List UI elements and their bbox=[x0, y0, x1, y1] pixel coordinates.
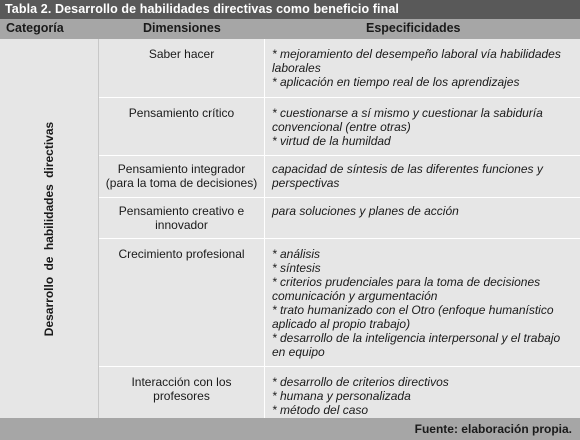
dimension-cell bbox=[99, 156, 265, 197]
dimension-text: Pensamiento creativo e innovador bbox=[118, 204, 245, 232]
specificities-cell bbox=[272, 47, 572, 89]
specificity-item: * aplicación en tiempo real de los aprendizajes bbox=[272, 75, 520, 89]
table-body bbox=[0, 39, 580, 418]
header-dimensiones: Dimensiones bbox=[143, 21, 221, 35]
dimension-text: Pensamiento integrador (para la toma de decisiones) bbox=[105, 162, 258, 190]
footer-bar bbox=[0, 418, 580, 440]
header-row bbox=[0, 19, 580, 39]
specificities-cell bbox=[272, 162, 572, 190]
header-especificidades: Especificidades bbox=[366, 21, 461, 35]
dimension-cell bbox=[99, 367, 265, 418]
table-title: Tabla 2. Desarrollo de habilidades directivas como beneficio final bbox=[5, 2, 399, 16]
title-bar bbox=[0, 0, 580, 19]
header-categoria: Categoría bbox=[6, 21, 64, 35]
specificity-item: * criterios prudenciales para la toma de decisiones comunicación y argumentación bbox=[272, 275, 541, 303]
source-note: Fuente: elaboración propia. bbox=[414, 422, 572, 436]
specificity-item: * desarrollo de la inteligencia interpersonal y el trabajo en equipo bbox=[272, 331, 561, 359]
specificity-item: * síntesis bbox=[272, 261, 321, 275]
table-row bbox=[99, 367, 580, 418]
specificities-cell bbox=[272, 375, 572, 417]
dimension-cell bbox=[99, 39, 265, 97]
specificity-item: para soluciones y planes de acción bbox=[272, 204, 459, 218]
specificity-item: * mejoramiento del desempeño laboral vía habilidades laborales bbox=[272, 47, 561, 75]
specificity-item: * humana y personalizada bbox=[272, 389, 411, 403]
dimension-text: Interacción con los profesores bbox=[131, 375, 232, 403]
specificities-cell bbox=[272, 247, 572, 359]
table-row bbox=[99, 198, 580, 239]
table-row bbox=[99, 39, 580, 98]
specificity-item: capacidad de síntesis de las diferentes funciones y perspectivas bbox=[272, 162, 543, 190]
table-row bbox=[99, 156, 580, 198]
specificity-item: * método del caso bbox=[272, 403, 369, 417]
specificity-item: * desarrollo de criterios directivos bbox=[272, 375, 449, 389]
category-label: Desarrollo de habilidades directivas bbox=[42, 121, 56, 337]
dimension-text: Crecimiento profesional bbox=[118, 247, 245, 261]
dimension-cell bbox=[99, 98, 265, 155]
table-row bbox=[99, 239, 580, 367]
specificity-item: * cuestionarse a sí mismo y cuestionar la sabiduría convencional (entre otras) bbox=[272, 106, 543, 134]
specificity-item: * trato humanizado con el Otro (enfoque humanístico aplicado al propio trabajo) bbox=[272, 303, 554, 331]
table-row bbox=[99, 98, 580, 156]
dimension-cell bbox=[99, 198, 265, 238]
specificity-item: * virtud de la humildad bbox=[272, 134, 391, 148]
specificity-item: * análisis bbox=[272, 247, 321, 261]
specificities-cell bbox=[272, 106, 572, 148]
dimension-text: Saber hacer bbox=[148, 47, 215, 61]
specificities-cell bbox=[272, 204, 572, 218]
dimension-cell bbox=[99, 239, 265, 366]
dimension-text: Pensamiento crítico bbox=[128, 106, 235, 120]
category-cell bbox=[0, 39, 99, 418]
